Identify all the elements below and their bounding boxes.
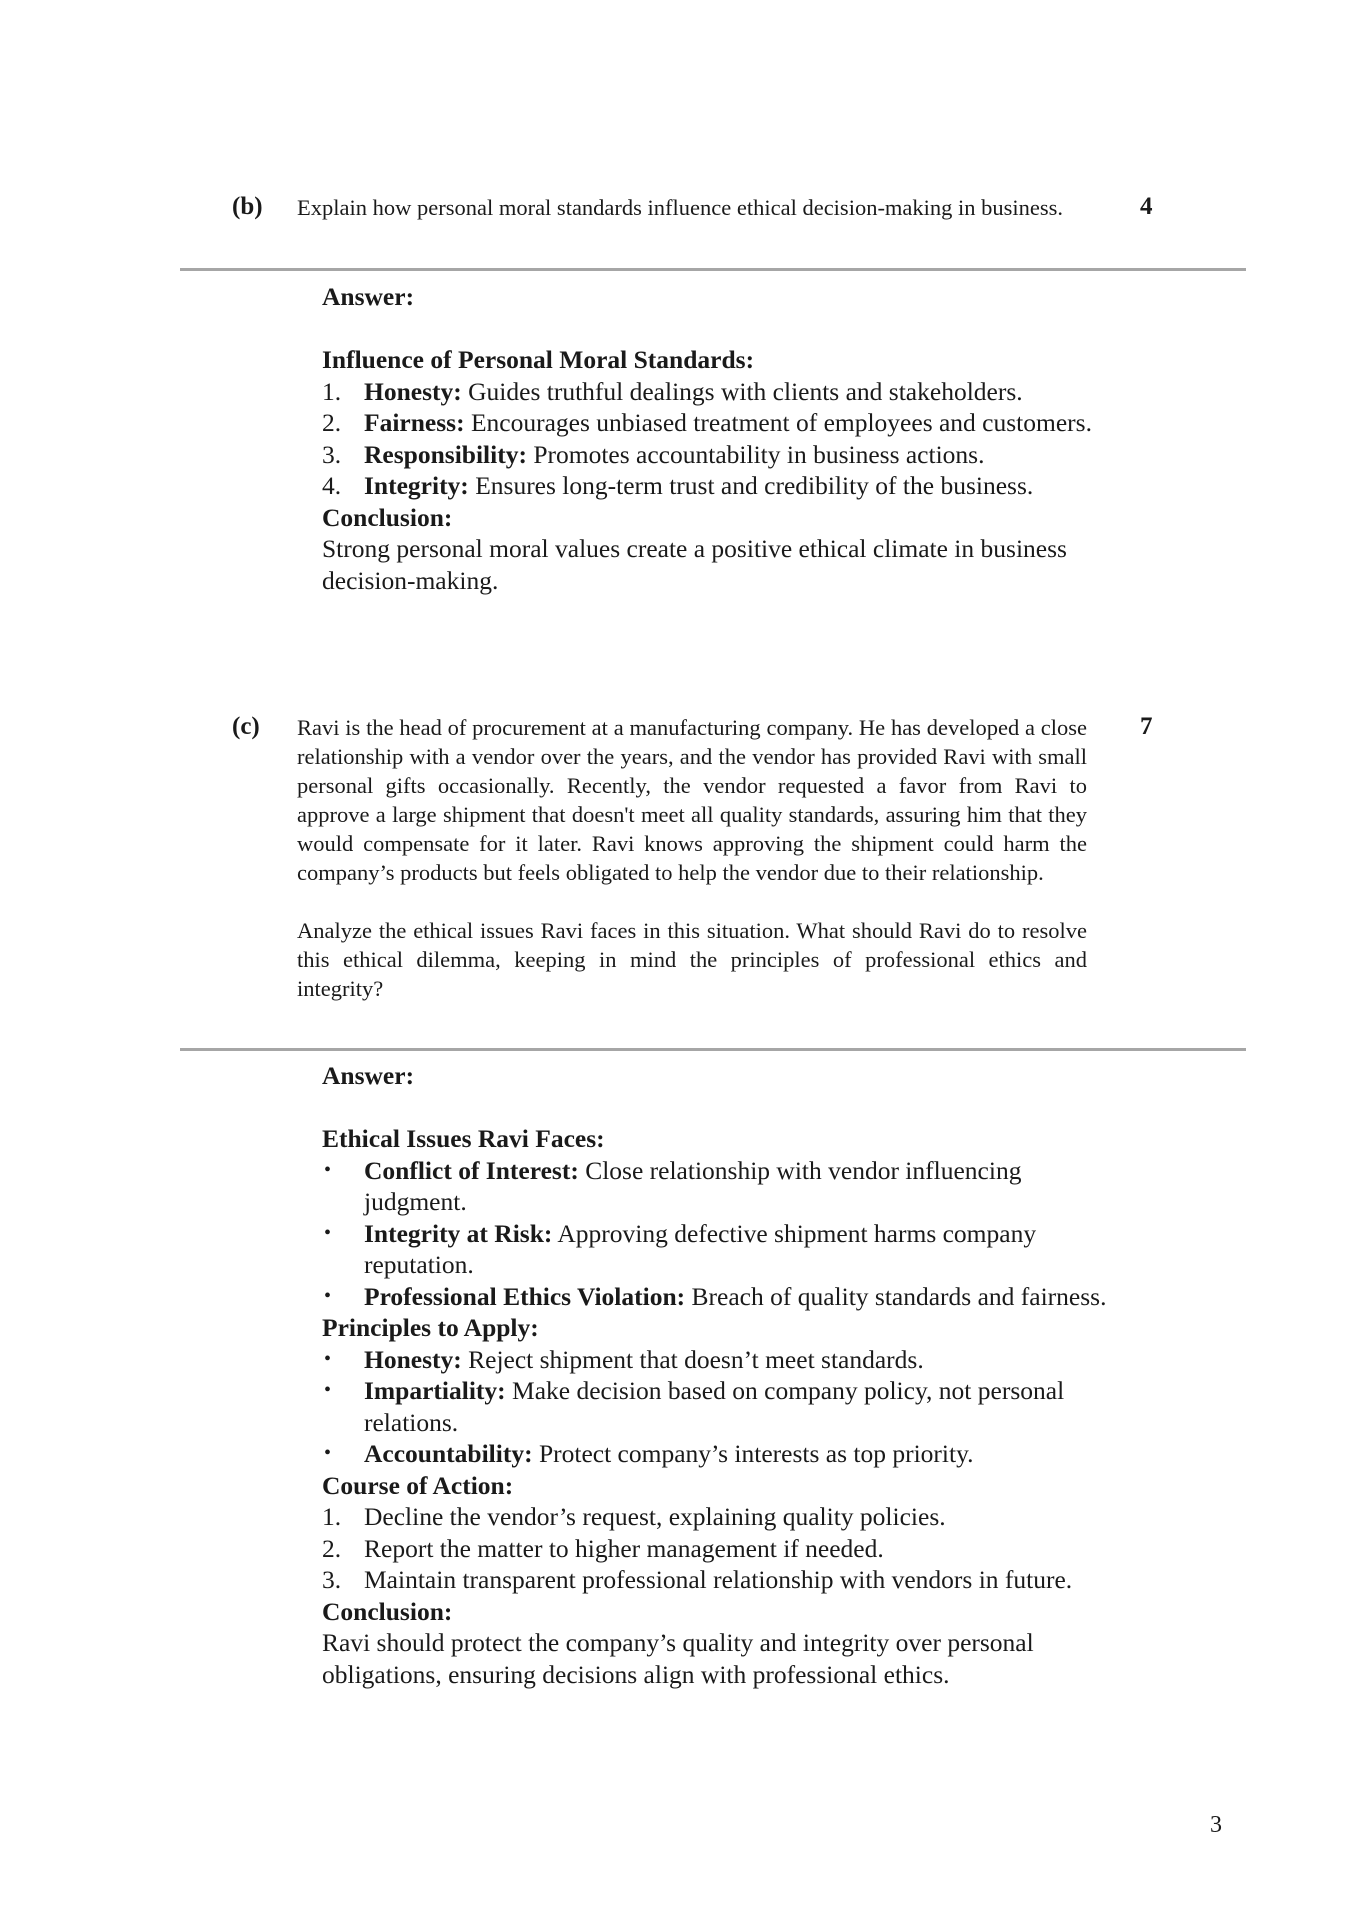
bullet-icon: • <box>324 1158 332 1181</box>
list-item: • Conflict of Interest: Close relationship with vendor influencing judgment. <box>324 1155 1022 1216</box>
answer-heading: Answer: <box>322 1061 415 1090</box>
list-item: • Integrity at Risk: Approving defective shipment harms company reputation. <box>324 1218 1037 1279</box>
list-item: • Honesty: Reject shipment that doesn’t meet standards. <box>324 1344 924 1374</box>
question-b-marks: 4 <box>1140 193 1153 220</box>
page-number: 3 <box>1210 1812 1222 1838</box>
section-title: Influence of Personal Moral Standards: <box>322 345 755 374</box>
list-item: • Impartiality: Make decision based on company policy, not personal relations. <box>324 1376 1065 1437</box>
action-title: Course of Action: <box>322 1470 514 1500</box>
answer-heading: Answer: <box>322 282 415 311</box>
list-item: 2. Report the matter to higher management if needed. <box>322 1533 884 1563</box>
conclusion-text: Ravi should protect the company’s quality and integrity over personal obligations, ensuring decisions align with professional ethics. <box>322 1628 1034 1689</box>
question-c-marks: 7 <box>1140 713 1153 740</box>
divider <box>180 268 1246 271</box>
conclusion-heading: Conclusion: <box>322 502 453 532</box>
list-item: 1. Honesty: Guides truthful dealings with clients and stakeholders. <box>322 376 1023 406</box>
bullet-icon: • <box>324 1284 332 1307</box>
question-c-prompt: Analyze the ethical issues Ravi faces in this situation. What should Ravi do to resolve this ethical dilemma, keeping in mind the principles of professional ethics and integrity? <box>297 918 1087 1001</box>
issues-list <box>322 1155 1122 1313</box>
influence-list <box>322 376 1122 502</box>
question-b-text <box>297 193 1087 222</box>
list-item: 1. Decline the vendor’s request, explaining quality policies. <box>322 1502 946 1531</box>
bullet-icon: • <box>324 1221 332 1244</box>
list-item: 3. Responsibility: Promotes accountability in business actions. <box>322 439 985 469</box>
list-item: 4. Integrity: Ensures long-term trust and credibility of the business. <box>322 471 1034 500</box>
list-item: • Accountability: Protect company’s interests as top priority. <box>324 1439 974 1468</box>
issues-title: Ethical Issues Ravi Faces: <box>322 1124 605 1153</box>
question-b-label: (b) <box>232 193 263 220</box>
question-c-text <box>297 713 1087 1003</box>
question-c-scenario: Ravi is the head of procurement at a manufacturing company. He has developed a close relationship with a vendor over the years, and the vendor has provided Ravi with small personal gifts occasionally. Recently, the vendor requested a favor from Ravi to approve a large shipment that doesn't meet all quality standards, assuring him that they would compensate for it later. Ravi knows approving the shipment could harm the company’s products but feels obligated to help the vendor due to their relationship. <box>297 715 1087 885</box>
question-b-prompt: Explain how personal moral standards influence ethical decision-making in business. <box>297 195 1064 220</box>
bullet-icon: • <box>324 1347 332 1370</box>
actions-list <box>322 1501 1122 1596</box>
answer-b <box>322 281 1122 596</box>
principles-title: Principles to Apply: <box>322 1313 539 1342</box>
principles-list <box>322 1344 1122 1470</box>
list-item: 3. Maintain transparent professional relationship with vendors in future. <box>322 1565 1073 1594</box>
divider <box>180 1048 1246 1051</box>
bullet-icon: • <box>324 1442 332 1464</box>
answer-c <box>322 1060 1122 1690</box>
list-item: • Professional Ethics Violation: Breach of quality standards and fairness. <box>324 1281 1107 1311</box>
question-c-label: (c) <box>232 713 260 740</box>
conclusion-text: Strong personal moral values create a positive ethical climate in business decision-making. <box>322 534 1067 595</box>
conclusion-heading: Conclusion: <box>322 1596 453 1626</box>
bullet-icon: • <box>324 1379 332 1401</box>
list-item: 2. Fairness: Encourages unbiased treatment of employees and customers. <box>322 408 1092 437</box>
